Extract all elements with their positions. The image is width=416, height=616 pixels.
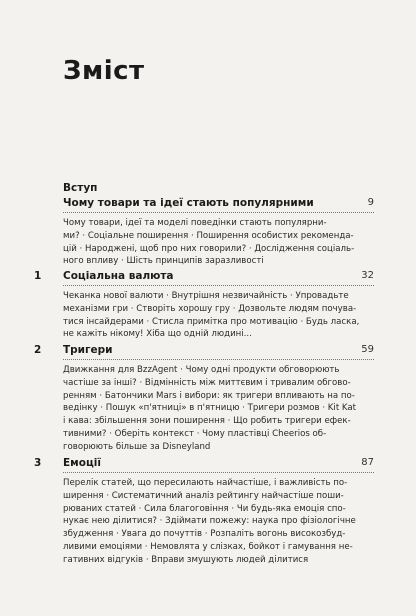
summary-line: збудження · Увага до почуттів · Розпаліть вогонь високозбуд-	[63, 529, 346, 540]
section-summary	[63, 364, 374, 454]
section-page: 87	[361, 457, 374, 468]
toc-section-header[interactable]	[34, 197, 374, 212]
summary-line: тивними? · Оберіть контекст · Чому пластівці Cheerios об-	[63, 428, 327, 439]
toc-section-header[interactable]	[34, 344, 374, 359]
section-title: Соціальна валюта	[63, 270, 174, 282]
section-page: 9	[367, 197, 374, 208]
summary-line: ного впливу · Шість принципів заразливості	[63, 256, 264, 267]
summary-line: ведінку · Пошук «п'ятниці» в п'ятницю · Тригери розмов · Kit Kat	[63, 403, 357, 414]
intro-label: Вступ	[63, 182, 98, 194]
toc-section-header[interactable]	[34, 457, 374, 472]
section-divider	[63, 359, 374, 360]
toc-section-3	[34, 457, 374, 567]
section-title: Емоції	[63, 457, 101, 469]
summary-line: ми? · Соціальне поширення · Поширення особистих рекоменда-	[63, 230, 354, 241]
section-title: Чому товари та ідеї стають популярними	[63, 197, 314, 209]
summary-line: тися інсайдерами · Стисла примітка про мотивацію · Будь ласка,	[63, 316, 360, 327]
section-summary	[63, 217, 374, 268]
summary-line: цій · Народжені, щоб про них говорили? · Дослідження соціаль-	[63, 243, 355, 254]
section-number: 3	[34, 457, 42, 469]
summary-line: ренням · Батончики Mars і вибори: як тригери впливають на по-	[63, 390, 355, 401]
section-page: 32	[361, 270, 374, 281]
summary-line: частіше за інші? · Відмінність між миттєвим і тривалим обгово-	[63, 377, 351, 388]
summary-line: Чеканка нової валюти · Внутрішня незвичайність · Упровадьте	[63, 291, 349, 301]
summary-line: механізми гри · Створіть хорошу гру · Дозвольте людям почува-	[63, 303, 357, 314]
summary-line: Чому товари, ідеї та моделі поведінки стають популярни-	[63, 218, 327, 228]
toc-section-1	[34, 270, 374, 341]
summary-line: ширення · Систематичний аналіз рейтингу найчастіше поши-	[63, 490, 344, 501]
toc-title: Зміст	[63, 56, 145, 86]
toc-section-header[interactable]	[34, 270, 374, 285]
summary-line: Перелік статей, що пересилають найчастіше, і важливість по-	[63, 478, 348, 488]
section-number: 1	[34, 270, 42, 282]
section-divider	[63, 212, 374, 213]
section-summary	[63, 290, 374, 341]
summary-line: і кава: збільшення зони поширення · Що робить тригери ефек-	[63, 416, 351, 427]
summary-line: ливими емоціями · Немовлята у слізках, бойкот і гамування не-	[63, 541, 353, 552]
section-summary	[63, 477, 374, 567]
summary-line: гативних відгуків · Вправи змушують людей ділитися	[63, 554, 309, 565]
summary-line: не кажіть нікому! Хіба що одній людині...	[63, 329, 252, 340]
summary-line: нукає нею ділитися? · Здіймати пожежу: наука про фізіологічне	[63, 516, 356, 527]
section-number: 2	[34, 344, 42, 356]
section-divider	[63, 285, 374, 286]
section-page: 59	[361, 344, 374, 355]
toc-section-2	[34, 344, 374, 454]
toc-section-intro	[34, 197, 374, 268]
section-title: Тригери	[63, 344, 113, 356]
section-divider	[63, 472, 374, 473]
summary-line: рюваних статей · Сила благоговіння · Чи будь-яка емоція спо-	[63, 503, 346, 514]
summary-line: говорюють більше за Disneyland	[63, 441, 211, 452]
summary-line: Движкання для BzzAgent · Чому одні продукти обговорюють	[63, 365, 340, 375]
